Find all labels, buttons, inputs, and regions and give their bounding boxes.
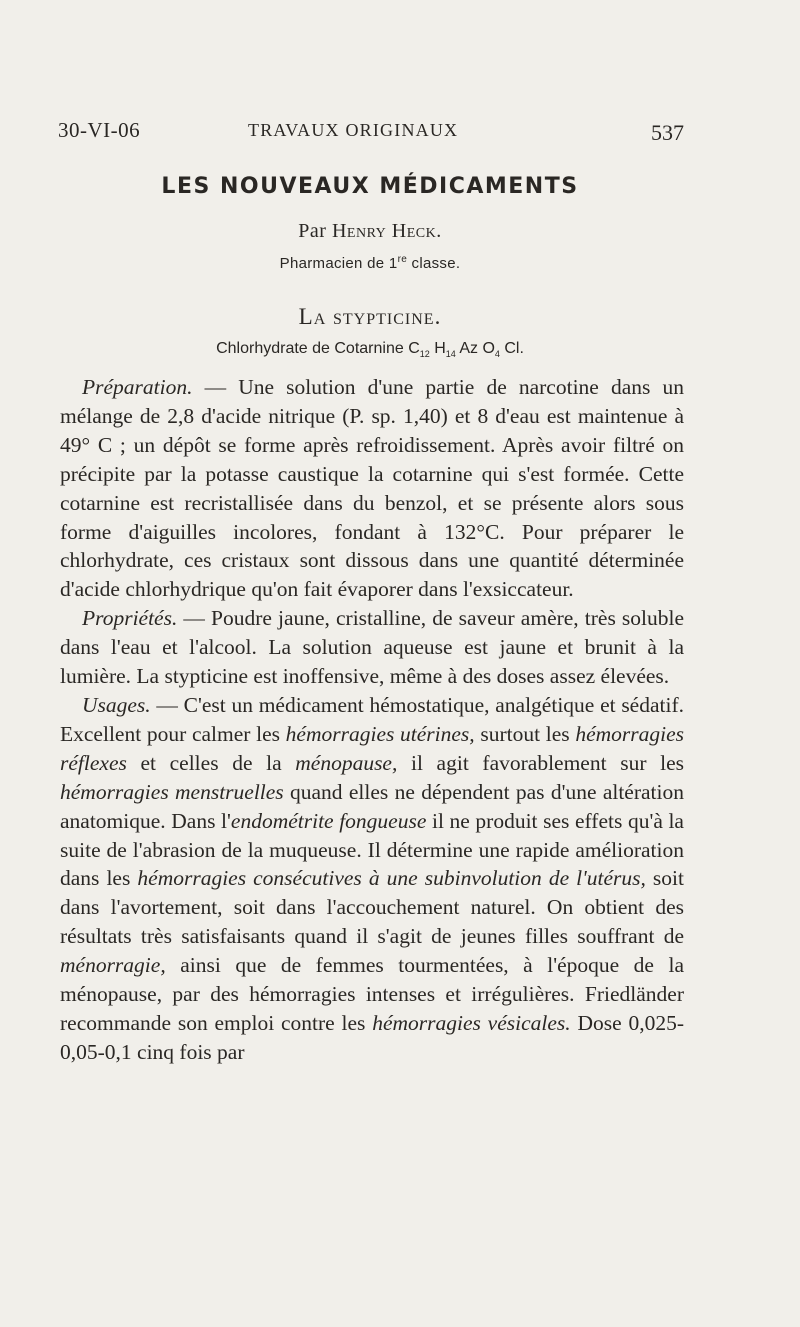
- qualification-pre: Pharmacien de 1: [279, 255, 398, 272]
- emphasis: hémorragies vésicales.: [372, 1010, 571, 1035]
- paragraph-proprietes: [60, 604, 684, 691]
- running-title: TRAVAUX ORIGINAUX: [248, 120, 459, 140]
- formula-h-count: 14: [445, 349, 456, 360]
- issue-date: 30-VI-06: [58, 118, 141, 142]
- article-title: LES NOUVEAUX MÉDICAMENTS: [161, 174, 579, 199]
- paragraph-text: soit dans l'avortement, soit dans l'accouchement naturel. On obtient des résultats très satisfaisants quand il s'agit de jeunes filles souffrant de: [60, 866, 684, 949]
- paragraph-text: — C'est un médicament hémostatique, analgétique et sédatif. Excellent pour calmer les: [60, 692, 684, 746]
- paragraph-text: surtout les: [474, 721, 576, 746]
- formula-o-count: 4: [494, 349, 500, 360]
- formula-c: C: [408, 340, 420, 357]
- paragraph-text: il ne produit ses effets qu'à la suite de l'abrasion de la muqueuse. Il détermine une rapide amélioration dans les: [60, 808, 684, 891]
- article-body: [60, 373, 684, 1067]
- qualification-post: classe.: [407, 255, 461, 272]
- emphasis: endométrite fongueuse: [230, 808, 427, 833]
- emphasis: ménopause,: [295, 750, 398, 775]
- formula-o: O: [478, 340, 495, 357]
- emphasis: ménorragie,: [60, 953, 166, 978]
- emphasis: hémorragies réflexes: [60, 721, 685, 775]
- page-number: 537: [651, 120, 684, 145]
- formula-cl: Cl.: [499, 340, 524, 357]
- paragraph-text: — Une solution d'une partie de narcotine dans un mélange de 2,8 d'acide nitrique (P. sp. 1,40) et 8 d'eau est maintenue à 49° C ; un dépôt se forme après refroidissement. Après avoir filtré on précipite par la potasse caustique la cotarnine qui s'est formée. Cette cotarnine est recristallisée dans du benzol, et se présente alors sous forme d'aiguilles incolores, fondant à 132°C. Pour préparer le chlorhydrate, ces cristaux sont dissous dans une quantité déterminée d'acide chlorhydrique qu'on fait évaporer dans l'exsiccateur.: [60, 375, 684, 602]
- qualification-sup: re: [397, 254, 408, 265]
- paragraph-text: quand elles ne dépendent pas d'une altération anatomique. Dans l': [60, 779, 684, 833]
- paragraph-text: il agit favorablement sur les: [397, 750, 684, 775]
- paragraph-heading: Propriétés.: [82, 606, 178, 631]
- paragraph-preparation: [60, 373, 684, 604]
- emphasis: hémorragies menstruelles: [60, 779, 284, 804]
- chemical-formula: [0, 340, 740, 359]
- paragraph-heading: Usages.: [82, 692, 151, 717]
- paragraph-text: Dose 0,025-0,05-0,1 cinq fois par: [60, 1010, 684, 1064]
- formula-c-count: 12: [419, 349, 430, 360]
- paragraph-heading: Préparation.: [82, 375, 193, 399]
- emphasis: hémorragies consécutives à une subinvolution de l'utérus,: [137, 866, 646, 891]
- section-title: La stypticine.: [298, 304, 442, 329]
- paragraph-text: ainsi que de femmes tourmentées, à l'époque de la ménopause, par des hémorragies intenses et irrégulières. Friedländer recommande son emploi contre les: [60, 953, 684, 1035]
- paragraph-usages: [60, 691, 684, 1067]
- article-author: [0, 220, 740, 243]
- formula-h: H: [429, 340, 446, 357]
- formula-az: Az: [455, 340, 479, 357]
- running-head: [58, 118, 684, 148]
- paragraph-text: et celles de la: [126, 750, 296, 775]
- paragraph-text: — Poudre jaune, cristalline, de saveur amère, très soluble dans l'eau et l'alcool. La solution aqueuse est jaune et brunit à la lumière. La stypticine est inoffensive, même à des doses assez élevées.: [60, 606, 684, 689]
- author-name: Henry Heck.: [331, 220, 442, 242]
- emphasis: hémorragies utérines,: [285, 721, 475, 746]
- author-qualification: [0, 254, 740, 272]
- author-prefix: Par: [298, 220, 332, 242]
- formula-name: Chlorhydrate de Cotarnine: [216, 340, 409, 357]
